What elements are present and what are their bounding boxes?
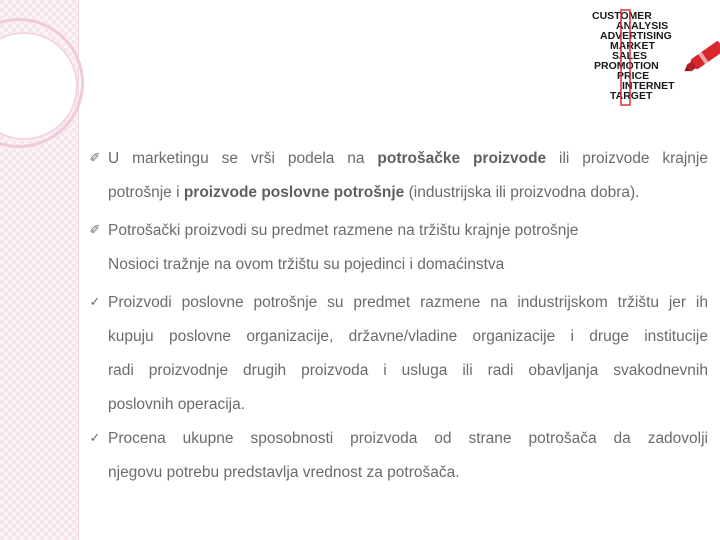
logo-word: CUSTOMER — [592, 10, 652, 22]
pen-bullet-icon: ✐ — [89, 223, 101, 238]
text-run: radi proizvodnje drugih proizvoda i usluga ili radi obavljanja svakodnevnih — [108, 362, 708, 379]
marketing-crossword-logo — [586, 6, 720, 110]
text-run: ili proizvode krajnje — [546, 150, 708, 167]
logo-word: ADVERTISING — [600, 30, 672, 42]
check-bullet-icon: ✓ — [89, 431, 101, 446]
bold-term: potrošačke proizvode — [377, 150, 547, 167]
logo-word: MARKET — [610, 40, 655, 52]
text-run: poslovnih operacija. — [108, 396, 246, 413]
paragraph-line — [108, 222, 708, 240]
paragraph-line — [108, 256, 708, 274]
paragraph-line — [108, 430, 708, 448]
logo-word: ANALYSIS — [616, 20, 669, 32]
text-run: Proizvodi poslovne potrošnje su predmet razmene na industrijskom tržištu jer ih — [108, 294, 708, 311]
paragraph-line — [108, 150, 708, 168]
logo-word: TARGET — [610, 90, 653, 102]
text-run: Potrošački proizvodi su predmet razmene na tržištu krajnje potrošnje — [108, 222, 579, 239]
paragraph-line — [108, 184, 708, 202]
paragraph-line — [108, 362, 708, 380]
logo-word: PRICE — [617, 70, 650, 82]
text-run: Procena ukupne sposobnosti proizvoda od strane potrošača da zadovolji — [108, 430, 708, 447]
bold-term: proizvode poslovne potrošnje — [183, 184, 405, 201]
paragraph-line — [108, 464, 708, 482]
text-run: (industrijska ili proizvodna dobra). — [404, 184, 640, 201]
text-run: kupuju poslovne organizacije, državne/vladine organizacije i druge institucije — [108, 328, 708, 345]
paragraph-line — [108, 294, 708, 312]
logo-word: PROMOTION — [594, 60, 659, 72]
logo-word: SALES — [612, 50, 648, 62]
text-run: njegovu potrebu predstavlja vrednost za potrošača. — [108, 464, 460, 481]
paragraph-line — [108, 328, 708, 346]
pen-bullet-icon: ✐ — [89, 151, 101, 166]
text-run: U marketingu se vrši podela na — [108, 150, 378, 167]
text-run: Nosioci tražnje na ovom tržištu su pojedinci i domaćinstva — [108, 256, 505, 273]
paragraph-line — [108, 396, 708, 414]
check-bullet-icon: ✓ — [89, 295, 101, 310]
text-run: potrošnje i — [108, 184, 184, 201]
logo-word: INTERNET — [622, 80, 675, 92]
